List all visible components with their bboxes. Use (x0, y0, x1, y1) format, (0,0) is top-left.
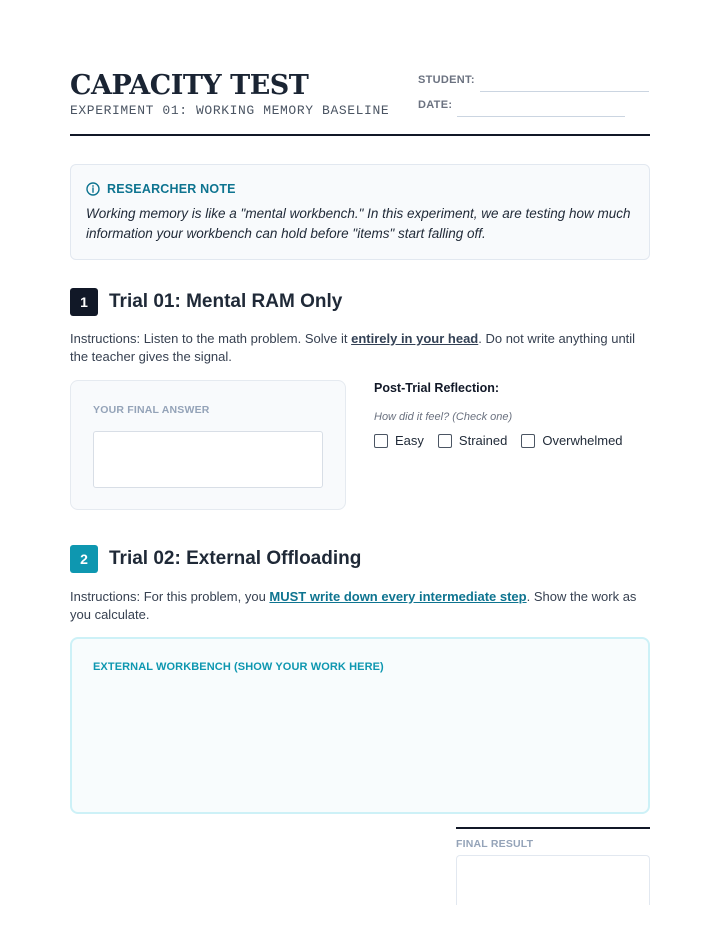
trial-2-number: 2 (70, 545, 98, 573)
trial-1-instructions (70, 330, 650, 366)
date-label: DATE: (418, 99, 453, 111)
option-strained[interactable] (438, 433, 507, 448)
reflection-title: Post-Trial Reflection: (374, 381, 500, 395)
final-result (456, 827, 650, 850)
page-title: CAPACITY TEST (70, 70, 309, 101)
trial-1-instr-post: . Do not write anything until the teacher gives the signal. (70, 331, 636, 364)
trial-2-instr-emphasis: MUST write down every intermediate step (269, 589, 527, 604)
student-field[interactable] (480, 91, 649, 92)
option-overwhelmed-label: Overwhelmed (542, 433, 623, 448)
option-easy-label: Easy (395, 433, 424, 448)
external-workbench[interactable] (70, 637, 650, 814)
workbench-label: EXTERNAL WORKBENCH (SHOW YOUR WORK HERE) (93, 661, 384, 673)
checkbox-easy[interactable] (374, 434, 388, 448)
trial-1-instr-emphasis: entirely in your head (351, 331, 479, 346)
worksheet-header (70, 70, 650, 136)
trial-1-title: Trial 01: Mental RAM Only (109, 291, 343, 312)
trial-1-instr-pre: Instructions: Listen to the math problem. Solve it (70, 331, 352, 346)
date-field[interactable] (457, 116, 625, 117)
note-header (86, 181, 236, 197)
note-text: Working memory is like a "mental workbench." In this experiment, we are testing how much information your workbench can hold before "items" start falling off. (86, 206, 631, 241)
checkbox-strained[interactable] (438, 434, 452, 448)
final-answer-label: YOUR FINAL ANSWER (93, 404, 210, 416)
option-strained-label: Strained (458, 433, 508, 448)
final-answer-box[interactable] (93, 431, 323, 488)
trial-2-title: Trial 02: External Offloading (109, 548, 362, 569)
page-subtitle: EXPERIMENT 01: WORKING MEMORY BASELINE (70, 103, 390, 118)
trial-2-instructions (70, 588, 650, 624)
student-label: STUDENT: (418, 74, 475, 86)
info-icon (86, 182, 100, 196)
final-answer-card (70, 380, 346, 510)
reflection-subtitle: How did it feel? (Check one) (374, 411, 513, 423)
trial-2-instr-post: . Show the work as you calculate. (70, 589, 637, 622)
option-overwhelmed[interactable] (521, 433, 622, 448)
final-result-label: FINAL RESULT (456, 838, 534, 850)
researcher-note (70, 164, 650, 260)
note-title: RESEARCHER NOTE (107, 182, 236, 196)
final-result-box[interactable] (456, 855, 650, 905)
checkbox-overwhelmed[interactable] (521, 434, 535, 448)
trial-1-number: 1 (70, 288, 98, 316)
option-easy[interactable] (374, 433, 424, 448)
trial-2-instr-pre: Instructions: For this problem, you (70, 589, 270, 604)
reflection-options (374, 433, 637, 448)
